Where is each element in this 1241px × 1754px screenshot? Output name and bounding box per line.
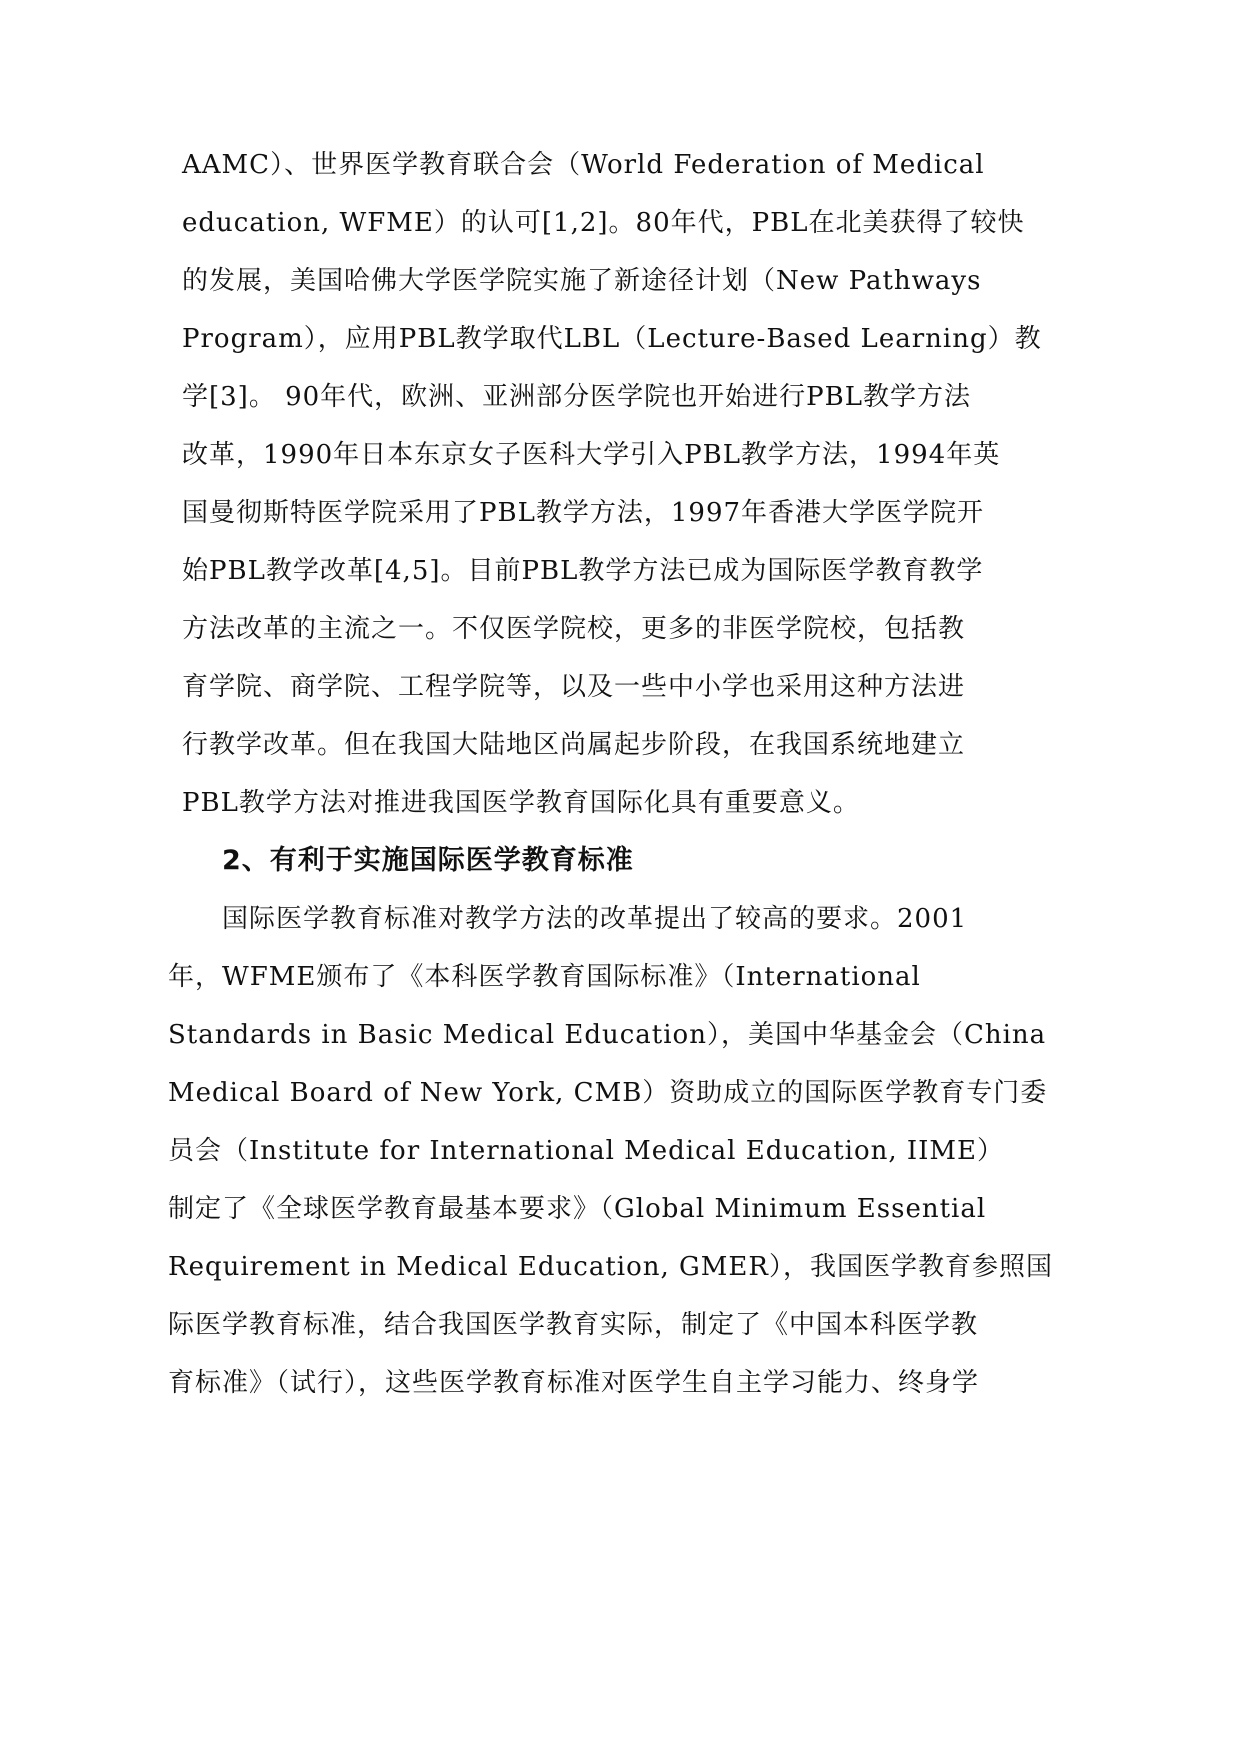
- text-line: 年，WFME颁布了《本科医学教育国际标准》（International: [168, 962, 921, 992]
- text-line: 国际医学教育标准对教学方法的改革提出了较高的要求。2001: [222, 904, 968, 934]
- text-line: 始PBL教学改革[4,5]。目前PBL教学方法已成为国际医学教育教学: [182, 556, 984, 586]
- text-line: Requirement in Medical Education, GMER），我国医学教育参照国: [168, 1252, 1053, 1282]
- text-line: Standards in Basic Medical Education），美国中华基金会（China: [168, 1020, 1047, 1050]
- text-line: Medical Board of New York, CMB）资助成立的国际医学教育专门委: [168, 1078, 1048, 1108]
- text-line: 育标准》（试行），这些医学教育标准对医学生自主学习能力、终身学: [168, 1368, 980, 1398]
- text-line: 际医学教育标准，结合我国医学教育实际，制定了《中国本科医学教: [168, 1310, 979, 1340]
- text-line: 的发展，美国哈佛大学医学院实施了新途径计划（New Pathways: [182, 266, 982, 296]
- text-line: PBL教学方法对推进我国医学教育国际化具有重要意义。: [182, 788, 860, 818]
- text-line: 方法改革的主流之一。不仅医学院校，更多的非医学院校，包括教: [182, 614, 966, 644]
- text-line: 制定了《全球医学教育最基本要求》（Global Minimum Essential: [168, 1194, 987, 1224]
- text-line: education, WFME）的认可[1,2]。80年代，PBL在北美获得了较快: [182, 208, 1025, 238]
- text-line: 学[3]。 90年代，欧洲、亚洲部分医学院也开始进行PBL教学方法: [182, 382, 972, 412]
- text-line: 改革，1990年日本东京女子医科大学引入PBL教学方法，1994年英: [182, 440, 1001, 470]
- text-line: 行教学改革。但在我国大陆地区尚属起步阶段，在我国系统地建立: [182, 730, 966, 760]
- text-line: Program），应用PBL教学取代LBL（Lecture-Based Learning）教: [182, 324, 1042, 354]
- text-line: 育学院、商学院、工程学院等，以及一些中小学也采用这种方法进: [182, 672, 966, 702]
- section-heading: 2、有利于实施国际医学教育标准: [222, 845, 634, 876]
- text-line: 国曼彻斯特医学院采用了PBL教学方法，1997年香港大学医学院开: [182, 498, 985, 528]
- text-line: 员会（Institute for International Medical Education, IIME）: [168, 1136, 1005, 1166]
- text-line: AAMC）、世界医学教育联合会（World Federation of Medical: [182, 150, 985, 180]
